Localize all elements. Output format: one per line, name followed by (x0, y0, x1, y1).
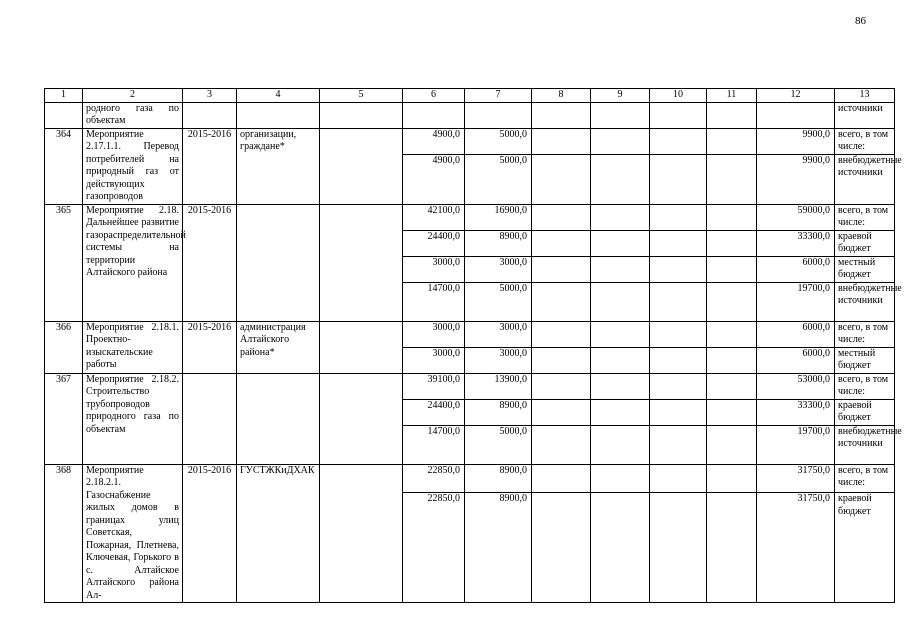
funding-source: краевой бюджет (835, 493, 895, 603)
funding-source: краевой бюджет (835, 399, 895, 425)
executor: организации, граждане* (237, 128, 320, 204)
value-total: 19700,0 (757, 425, 835, 464)
value-total: 59000,0 (757, 204, 835, 230)
value-col7: 13900,0 (465, 373, 532, 399)
row-number: 365 (45, 204, 83, 321)
period (183, 373, 237, 464)
table-row (45, 102, 895, 128)
budget-table (44, 88, 902, 603)
value-col7: 5000,0 (465, 128, 532, 154)
col-header: 3 (183, 89, 237, 103)
value-col7: 8900,0 (465, 230, 532, 256)
row-number: 368 (45, 464, 83, 603)
value-col7: 5000,0 (465, 282, 532, 321)
funding-source: всего, в том числе: (835, 373, 895, 399)
item-name: Мероприятие 2.18.1. Проектно-изыскательские работы (83, 321, 183, 373)
value-col6: 22850,0 (403, 464, 465, 493)
funding-source: местный бюджет (835, 347, 895, 373)
value-col7: 16900,0 (465, 204, 532, 230)
value-col6: 4900,0 (403, 154, 465, 204)
item-name: Мероприятие 2.17.1.1. Перевод потребителей на природный газ от действующих газопроводов (83, 128, 183, 204)
value-col6: 24400,0 (403, 399, 465, 425)
value-col6: 3000,0 (403, 256, 465, 282)
table-row (45, 128, 895, 154)
col-header: 12 (757, 89, 835, 103)
value-total: 6000,0 (757, 321, 835, 347)
row-number: 366 (45, 321, 83, 373)
funding-source: всего, в том числе: (835, 204, 895, 230)
period: 2015-2016 (183, 321, 237, 373)
value-col7: 8900,0 (465, 399, 532, 425)
value-col6: 4900,0 (403, 128, 465, 154)
header-row (45, 89, 895, 103)
value-col7: 8900,0 (465, 493, 532, 603)
executor (237, 204, 320, 321)
value-col7: 3000,0 (465, 347, 532, 373)
page-number: 86 (855, 15, 866, 27)
col-header: 7 (465, 89, 532, 103)
funding-source: всего, в том числе: (835, 464, 895, 493)
executor: ГУСТЖКиДХАК (237, 464, 320, 603)
funding-source: краевой бюджет (835, 230, 895, 256)
funding-source: местный бюджет (835, 256, 895, 282)
value-col6: 39100,0 (403, 373, 465, 399)
table-row (45, 464, 895, 493)
value-col6: 24400,0 (403, 230, 465, 256)
value-total: 31750,0 (757, 493, 835, 603)
table-row (45, 373, 895, 399)
item-name: Мероприятие 2.18.2. Строительство трубопроводов природного газа по объектам (83, 373, 183, 464)
row-number: 367 (45, 373, 83, 464)
col-header: 8 (532, 89, 591, 103)
table-row (45, 204, 895, 230)
funding-source: внебюджетные источники (835, 154, 895, 204)
col-header: 1 (45, 89, 83, 103)
period: 2015-2016 (183, 464, 237, 603)
value-col6: 3000,0 (403, 321, 465, 347)
col-header: 10 (650, 89, 707, 103)
value-total: 6000,0 (757, 256, 835, 282)
value-col7: 3000,0 (465, 256, 532, 282)
executor: администрация Алтайского района* (237, 321, 320, 373)
value-col6: 3000,0 (403, 347, 465, 373)
funding-source: всего, в том числе: (835, 128, 895, 154)
item-name: Мероприятие 2.18. Дальнейшее развитие газораспределительной системы на территории Алтайского района (83, 204, 183, 321)
funding-source: внебюджетные источники (835, 425, 895, 464)
col-header: 11 (707, 89, 757, 103)
value-total: 53000,0 (757, 373, 835, 399)
executor (237, 373, 320, 464)
value-total: 9900,0 (757, 154, 835, 204)
period: 2015-2016 (183, 128, 237, 204)
value-total: 6000,0 (757, 347, 835, 373)
col-header: 4 (237, 89, 320, 103)
funding-source: всего, в том числе: (835, 321, 895, 347)
value-col7: 5000,0 (465, 154, 532, 204)
col-header: 9 (591, 89, 650, 103)
value-total: 19700,0 (757, 282, 835, 321)
value-col6: 42100,0 (403, 204, 465, 230)
value-total: 33300,0 (757, 230, 835, 256)
col-header: 5 (320, 89, 403, 103)
funding-source: внебюджетные источники (835, 282, 895, 321)
value-col7: 3000,0 (465, 321, 532, 347)
value-total: 31750,0 (757, 464, 835, 493)
table-row (45, 321, 895, 347)
item-name: Мероприятие 2.18.2.1. Газоснабжение жилых домов в границах улиц Советская, Пожарная, Плетнева, Ключевая, Горького в с. Алтайское Алтайского района Ал- (83, 464, 183, 603)
value-col7: 8900,0 (465, 464, 532, 493)
col-header: 6 (403, 89, 465, 103)
funding-source: источники (835, 102, 895, 128)
value-total: 9900,0 (757, 128, 835, 154)
value-col6: 14700,0 (403, 425, 465, 464)
row-number: 364 (45, 128, 83, 204)
value-total: 33300,0 (757, 399, 835, 425)
col-header: 2 (83, 89, 183, 103)
value-col7: 5000,0 (465, 425, 532, 464)
col-header: 13 (835, 89, 895, 103)
period: 2015-2016 (183, 204, 237, 321)
value-col6: 14700,0 (403, 282, 465, 321)
value-col6: 22850,0 (403, 493, 465, 603)
item-name: родного газа по объектам (83, 102, 183, 128)
